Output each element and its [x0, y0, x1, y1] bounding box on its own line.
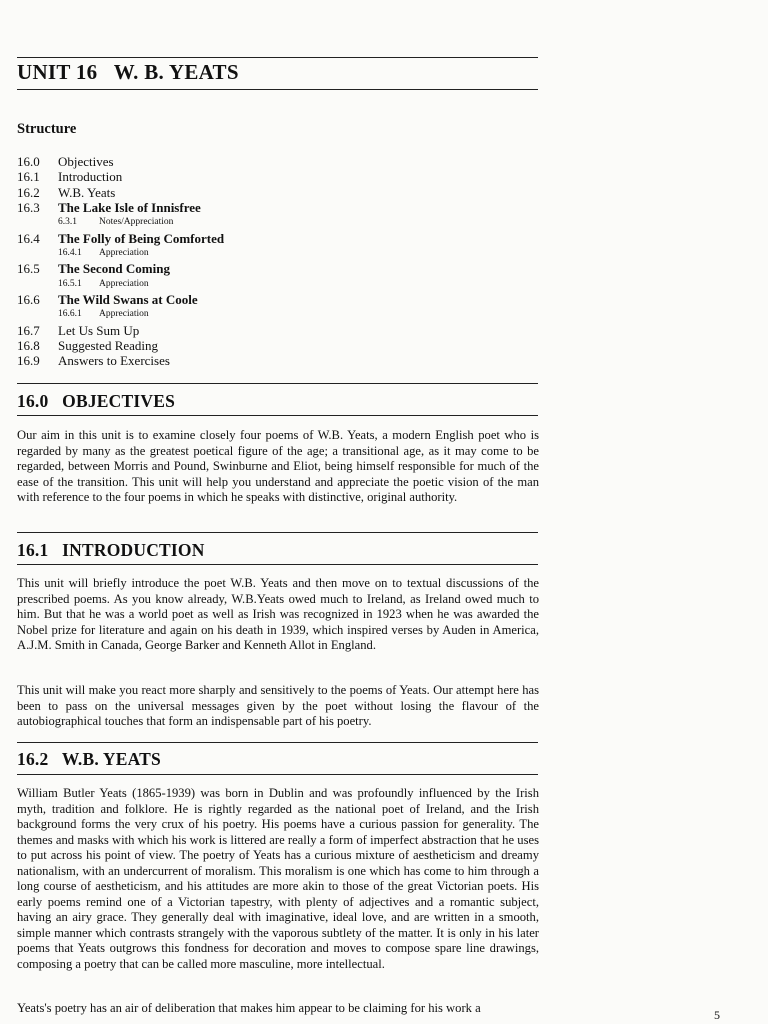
structure-subitem: 16.5.1 Appreciation: [58, 278, 149, 289]
structure-heading: Structure: [17, 121, 77, 137]
structure-item: 16.5 The Second Coming: [17, 261, 170, 277]
structure-item: 16.6 The Wild Swans at Coole: [17, 291, 198, 307]
introduction-paragraph: This unit will make you react more sharply and sensitively to the poems of Yeats. Our attempt here has been to pass on the universal messages given by the poet without losing the flavour of the autobiographical touches that form an indispensable part of his poetry.: [17, 683, 539, 728]
structure-subitem: 16.4.1 Appreciation: [58, 247, 149, 258]
structure-item: 16.1 Introduction: [17, 169, 123, 185]
structure-subitem: 6.3.1 Notes/Appreciation: [58, 217, 174, 228]
objectives-heading: 16.0 OBJECTIVES: [17, 391, 176, 411]
objectives-paragraph: Our aim in this unit is to examine closely four poems of W.B. Yeats, a modern English poet who is regarded by many as the greatest poetical figure of the age; a transitional age, as it may come to be regarded, between Morris and Pound, Swinburne and Eliot, being himself responsible for much of the ease of the transition. This unit will help you understand and appreciate the poetic vision of the man with reference to the four poems in which he speaks with distinctive, original authority.: [17, 428, 539, 504]
page-number: 5: [714, 1008, 720, 1022]
yeats-paragraph: Yeats's poetry has an air of deliberation that makes him appear to be claiming for his work a: [17, 1001, 481, 1015]
section-rule: [17, 383, 538, 384]
section-rule: [17, 774, 538, 775]
structure-item: 16.3 The Lake Isle of Innisfree: [17, 199, 201, 215]
structure-item: 16.0 Objectives: [17, 154, 114, 169]
introduction-heading: 16.1 INTRODUCTION: [17, 540, 205, 560]
structure-item: 16.4 The Folly of Being Comforted: [17, 230, 225, 246]
section-rule: [17, 415, 538, 416]
structure-item: 16.8 Suggested Reading: [17, 337, 159, 353]
structure-item: 16.2 W.B. Yeats: [17, 184, 116, 200]
section-rule: [17, 532, 538, 533]
structure-list: [17, 154, 537, 369]
structure-item: 16.9 Answers to Exercises: [17, 353, 170, 369]
structure-item: 16.7 Let Us Sum Up: [17, 322, 140, 338]
yeats-paragraph: William Butler Yeats (1865-1939) was born in Dublin and was profoundly influenced by the Irish myth, tradition and folklore. He is rightly regarded as the national poet of Ireland, and the Irish background forms the very crux of his poetry. His poems have a curious passion for generality. The themes and masks with which his work is littered are really a form of imperfect abstraction that he uses to put across his point of view. The poetry of Yeats has a curious mixture of aestheticism and dreamy nationalism, with an undercurrent of moralism. This moralism is one which has come to him through a long course of aestheticism, and his attitudes are more akin to those of the great Victorian poets. His early poems remind one of a Victorian tapestry, with plenty of adjectives and a romantic subject, having an airy grace. They generally deal with imaginative, ideal love, and are written in a smooth, simple manner which contrasts strangely with the vaporous subtlety of the matter. It is only in his later poems that Yeats outgrows this fondness for decoration and moves to compose spare line drawings, composing a poetry that can be called more masculine, more intellectual.: [17, 786, 539, 971]
introduction-paragraph: This unit will briefly introduce the poet W.B. Yeats and then move on to textual discussions of the prescribed poems. As you know already, W.B.Yeats owed much to Ireland, as Ireland owed much to him. But that he was a world poet as well as Irish was recognized in 1923 when he was awarded the Nobel prize for literature and again on his death in 1939, which inspired verses by Auden in America, A.J.M. Smith in Canada, George Barker and Kenneth Allot in England.: [17, 576, 539, 652]
top-rule: [17, 57, 538, 58]
yeats-heading: 16.2 W.B. YEATS: [17, 749, 161, 769]
unit-title-rule: [17, 89, 538, 90]
structure-subitem: 16.6.1 Appreciation: [58, 309, 149, 320]
section-rule: [17, 564, 538, 565]
section-rule: [17, 742, 538, 743]
unit-title: UNIT 16 W. B. YEATS: [17, 60, 239, 84]
